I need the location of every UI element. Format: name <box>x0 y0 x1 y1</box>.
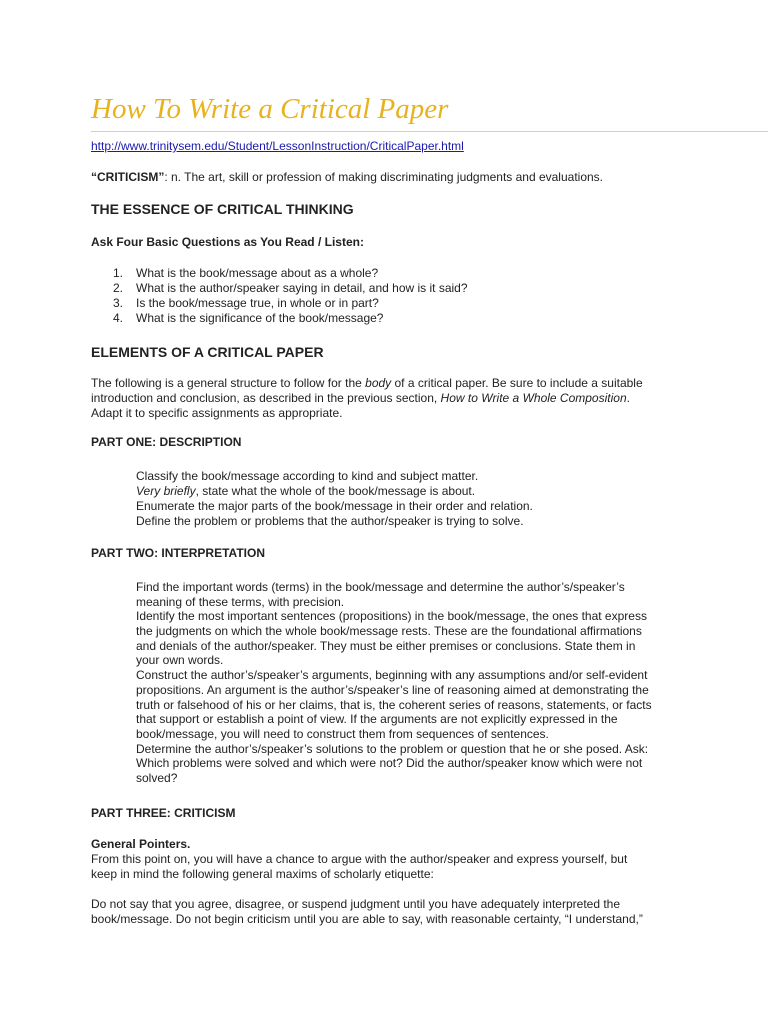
list-text: What is the significance of the book/message? <box>136 311 384 325</box>
list-number: 2. <box>113 281 124 295</box>
list-text: Is the book/message true, in whole or in part? <box>136 296 379 310</box>
list-number: 1. <box>113 266 124 280</box>
elements-intro: The following is a general structure to follow for the body of a critical paper. Be sure to include a suitable introduction and conclusion, as described in the previous section, How to Write a Whole Composition. Adapt it to specific assignments as appropriate. <box>91 376 643 420</box>
part-two-body: Find the important words (terms) in the book/message and determine the author’s/speaker’s meaning of these terms, with precision. Identify the most important sentences (propositions) in the book/message, the ones that express the judgments on which the whole book/message rests. These are the foundational affirmations and denials of the author/speaker. They must be either premises or conclusions. State them in your own words. Construct the author’s/speaker’s arguments, beginning with any assumptions and/or self-evident propositions. An argument is the author’s/speaker’s line of reasoning aimed at demonstrating the truth or falsehood of his or her claims, that is, the coherent series of reasons, statements, or facts that support or establish a point of view. If the arguments are not explicitly expressed in the book/message, you will need to construct them from sequences of sentences. Determine the author’s/speaker’s solutions to the problem or question that he or she posed. Ask: Which problems were solved and which were not? Did the author/speaker know which were not solved? <box>136 580 652 785</box>
list-item <box>91 281 468 296</box>
title-divider <box>91 131 768 132</box>
list-number: 4. <box>113 311 124 325</box>
definition-text: : n. The art, skill or profession of making discriminating judgments and evaluations. <box>164 170 604 184</box>
heading-essence: THE ESSENCE OF CRITICAL THINKING <box>91 201 354 217</box>
list-item <box>91 296 468 311</box>
part-three-paragraph-1: From this point on, you will have a chance to argue with the author/speaker and express yourself, but keep in mind the following general maxims of scholarly etiquette: <box>91 852 628 881</box>
questions-list <box>91 266 468 326</box>
heading-part-three: PART THREE: CRITICISM <box>91 806 236 820</box>
list-item <box>91 266 468 281</box>
list-number: 3. <box>113 296 124 310</box>
subheading-four-questions: Ask Four Basic Questions as You Read / Listen: <box>91 235 364 249</box>
subheading-general-pointers: General Pointers. <box>91 837 191 851</box>
source-link[interactable]: http://www.trinitysem.edu/Student/LessonInstruction/CriticalPaper.html <box>91 139 464 153</box>
list-text: What is the author/speaker saying in detail, and how is it said? <box>136 281 468 295</box>
page-title: How To Write a Critical Paper <box>91 93 449 125</box>
list-item <box>91 311 468 326</box>
definition-term: “CRITICISM” <box>91 170 165 184</box>
heading-part-two: PART TWO: INTERPRETATION <box>91 546 265 560</box>
heading-part-one: PART ONE: DESCRIPTION <box>91 435 242 449</box>
part-one-body: Classify the book/message according to kind and subject matter. Very briefly, state what the whole of the book/message is about. Enumerate the major parts of the book/message in their order and relation. Define the problem or problems that the author/speaker is trying to solve. <box>136 469 533 528</box>
heading-elements: ELEMENTS OF A CRITICAL PAPER <box>91 344 324 360</box>
part-three-paragraph-2: Do not say that you agree, disagree, or suspend judgment until you have adequately interpreted the book/message. Do not begin criticism until you are able to say, with reasonable certainty, “I understand,” <box>91 897 643 926</box>
list-text: What is the book/message about as a whole? <box>136 266 379 280</box>
criticism-definition <box>91 170 603 185</box>
